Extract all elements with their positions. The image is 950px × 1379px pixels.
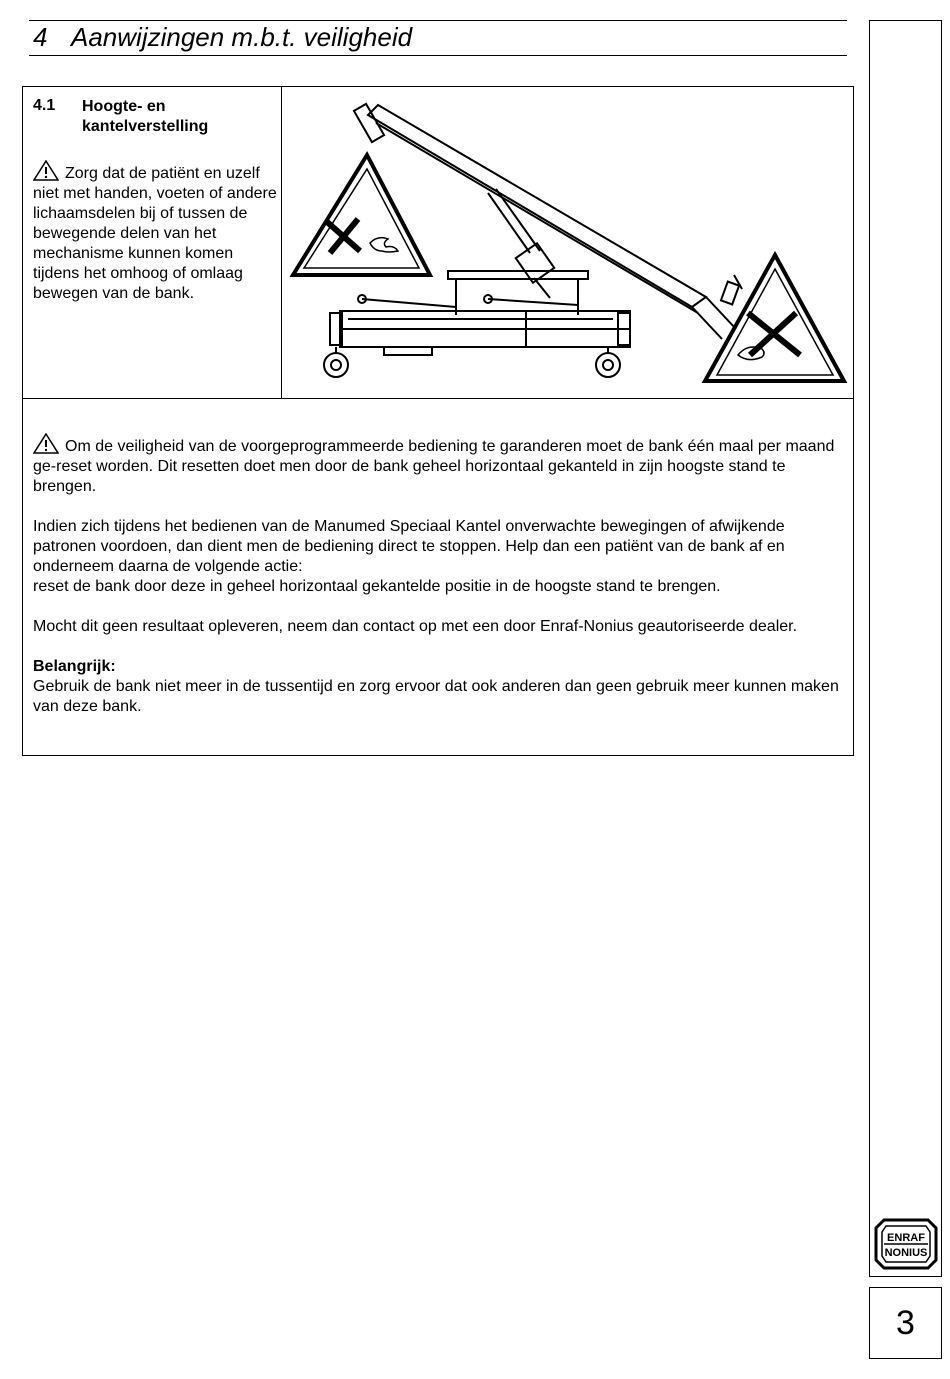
warning-paragraph-1: [33, 160, 277, 304]
section-box: [22, 86, 854, 756]
table-frame: [330, 271, 630, 355]
instruction-text-2: reset de bank door deze in geheel horizontaal gekantelde positie in de hoogste stand te brengen.: [33, 578, 721, 595]
warning-text-1: Zorg dat de patiënt en uzelf niet met handen, voeten of andere lichaamsdelen bij of tussen de bewegende delen van het mechanisme kunnen komen tijdens het omhoog of omlaag bewegen van de bank.: [33, 165, 277, 302]
section-number: 4.1: [33, 97, 56, 114]
page-header: [29, 20, 847, 56]
logo-line-1: ENRAF: [887, 1232, 925, 1244]
section-body: [33, 433, 845, 717]
important-text: Gebruik de bank niet meer in de tussentijd en zorg ervoor dat ook anderen dan geen gebruik meer kunnen maken van deze bank.: [33, 678, 839, 715]
important-label: Belangrijk:: [33, 658, 116, 675]
tilt-table-illustration: [288, 93, 848, 393]
instruction-text-1: Indien zich tijdens het bedienen van de Manumed Speciaal Kantel onverwachte bewegingen of afwijkende patronen voordoen, dan dient men de bediening direct te stoppen. Help dan een patiënt van de bank af en onderneem daarna de volgende actie:: [33, 518, 785, 575]
section-divider: [23, 398, 853, 399]
side-strip: [869, 20, 942, 1277]
page-number: 3: [896, 1304, 915, 1342]
section-text-cell: [23, 87, 282, 399]
chapter-title: Aanwijzingen m.b.t. veiligheid: [71, 22, 413, 52]
hand-warning-sign: [293, 155, 430, 275]
wheels: [324, 347, 620, 377]
warning-paragraph-2: [33, 433, 845, 497]
important-paragraph: [33, 657, 845, 717]
page-number-box: [869, 1287, 942, 1359]
table-top: [354, 104, 706, 313]
section-title: Hoogte- en kantelverstelling: [82, 98, 209, 135]
warning-text-2: Om de veiligheid van de voorgeprogrammeerde bediening te garanderen moet de bank één maal per maand ge-reset worden. Dit resetten doet men door de bank geheel horizontaal gekanteld in zijn hoogste stand te brengen.: [33, 438, 835, 495]
instruction-paragraph: [33, 517, 845, 597]
dealer-paragraph: Mocht dit geen resultaat opleveren, neem dan contact op met een door Enraf-Nonius geautoriseerde dealer.: [33, 618, 798, 635]
enraf-nonius-logo: [872, 1214, 940, 1274]
chapter-number: 4: [33, 22, 48, 52]
logo-line-2: NONIUS: [884, 1247, 928, 1259]
warning-icon: [33, 433, 59, 454]
warning-icon: [33, 160, 59, 181]
